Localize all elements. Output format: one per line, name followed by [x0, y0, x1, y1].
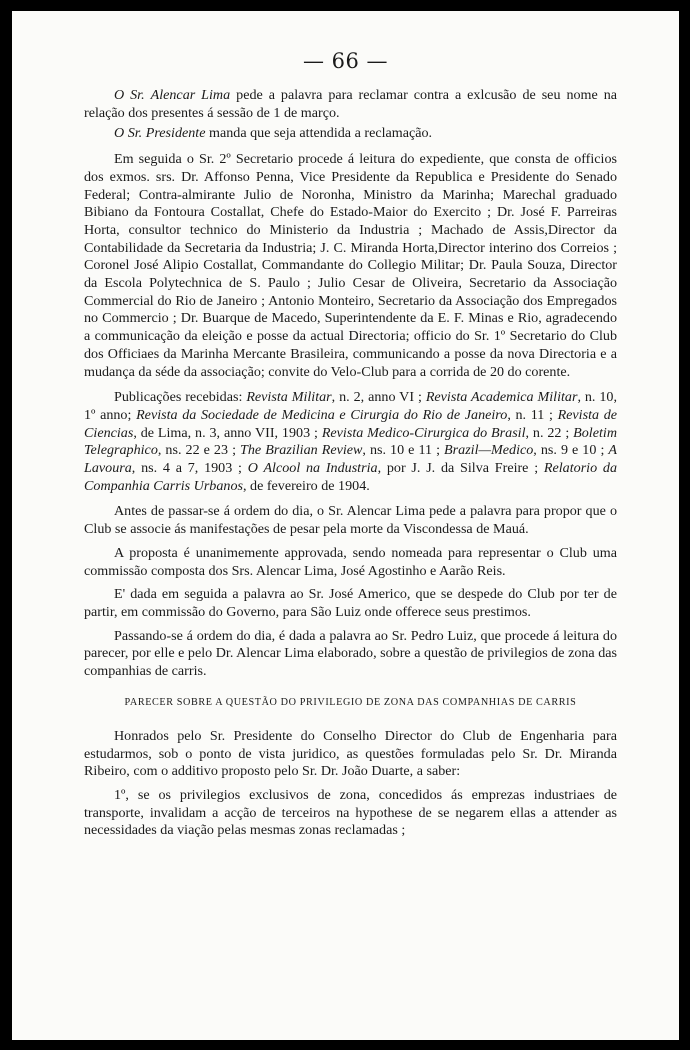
section-heading: PARECER SOBRE A QUESTÃO DO PRIVILEGIO DE ZONA DAS COMPANHIAS DE CARRIS: [124, 696, 577, 708]
paragraph-reclamation: [84, 87, 617, 122]
paragraph-publications: [84, 389, 617, 495]
document-body: [84, 87, 617, 848]
paragraph-farewell: E' dada em seguida a palavra ao Sr. José Americo, que se despede do Club por ter de partir, em commissão do Governo, para São Luiz onde offerece seus prestimos.: [84, 586, 617, 620]
publication-title: The Brazilian Review: [240, 442, 363, 459]
publication-detail: , por J. J. da Silva Freire ;: [377, 460, 539, 477]
publication-detail: , n. 22 ;: [525, 424, 570, 441]
document-page: [12, 11, 679, 1040]
paragraph-order-of-day: Passando-se á ordem do dia, é dada a palavra ao Sr. Pedro Luiz, que procede á leitura do parecer, por elle e pelo Dr. Alencar Lima elaborado, sobre a questão de privilegios de zona das companhias de carris.: [84, 627, 617, 680]
speaker-name: Alencar Lima: [150, 87, 231, 103]
publication-detail: , ns. 9 e 10 ;: [533, 442, 605, 459]
publication-title: Revista Militar: [246, 389, 332, 406]
publication-detail: , de Lima, n. 3, anno VII, 1903 ;: [133, 424, 318, 441]
speaker-prefix: O Sr.: [114, 87, 145, 103]
publication-title: O Alcool na Industria: [247, 460, 378, 477]
publication-detail: , de fevereiro de 1904.: [242, 477, 370, 494]
publication-title: Boletim Telegraphico: [84, 424, 617, 459]
paragraph-parecer-intro: Honrados pelo Sr. Presidente do Conselho Director do Club de Engenharia para estudarmos, sob o ponto de vista juridico, as questões formuladas pelo Sr. Dr. Miranda Ribeiro, com o additivo proposto pelo Sr. Dr. João Duarte, a saber:: [84, 727, 617, 780]
paragraph-commission: A proposta é unanimemente approvada, sendo nomeada para representar o Club uma commissão composta dos Srs. Alencar Lima, José Agostinho e Aarão Reis.: [84, 544, 617, 579]
publication-title: Revista da Sociedade de Medicina e Cirurgia do Rio de Janeiro: [136, 406, 508, 423]
publication-title: Revista Medico-Cirurgica do Brasil: [321, 424, 526, 441]
paragraph-text: pede a palavra para reclamar contra a exlcusão de seu nome na relação dos presentes á sessão de 1 de março.: [84, 87, 618, 121]
publication-detail: , n. 2, anno VI ;: [331, 389, 422, 406]
paragraph-expediente: Em seguida o Sr. 2º Secretario procede á leitura do expediente, que consta de officios dos exmos. srs. Dr. Affonso Penna, Vice Presidente da Republica e Presidente do Senado Federal; Contra-almirante Julio de Noronha, Ministro da Marinha; Marechal graduado Bibiano da Fontoura Costallat, Chefe do Estado-Maior do Exercito ; Dr. José F. Parreiras Horta, consultor technico do Ministerio da Industria ; Machado de Assis,Director da Contabilidade da Secretaria da Industria; J. C. Miranda Horta,Director interino dos Correios ; Coronel José Alipio Costallat, Commandante do Collegio Militar; Dr. Paula Souza, Director da Escola Polytechnica de S. Paulo ; Julio Cesar de Oliveira, Secretario da Associação Commercial do Rio de Janeiro ; Antonio Monteiro, Secretario da Associação dos Empregados no Commercio ; Dr. Buarque de Macedo, Superintendente da E. F. Minas e Rio, agradecendo a communicação da eleição e posse da actual Directoria; officio do Sr. 1º Secretario do Club dos Officiaes da Marinha Mercante Brasileira, communicando a posse da nova Directoria e a mudança da séde da associação; convite do Velo-Club para a corrida de 20 do corente.: [84, 151, 617, 380]
publication-title: A Lavoura: [84, 442, 618, 477]
publications-label: Publicações recebidas:: [114, 389, 243, 406]
publication-detail: , ns. 22 e 23 ;: [157, 442, 236, 459]
publication-detail: , ns. 4 a 7, 1903 ;: [131, 460, 242, 477]
paragraph-condolences: Antes de passar-se á ordem do dia, o Sr. Alencar Lima pede a palavra para propor que o Club se associe ás manifestações de pesar pela morte da Viscondessa de Mauá.: [84, 503, 617, 538]
publication-detail: , ns. 10 e 11 ;: [362, 442, 440, 459]
speaker-name: Presidente: [145, 125, 206, 142]
paragraph-president: [84, 125, 617, 143]
publication-title: Revista Academica Militar: [425, 389, 578, 406]
publication-detail: , n. 11 ;: [507, 406, 553, 423]
publication-detail: , n. 10, 1º anno;: [84, 389, 617, 423]
speaker-prefix: O Sr.: [114, 125, 143, 142]
paragraph-text: manda que seja attendida a reclamação.: [209, 125, 433, 142]
page-number: — 66 —: [302, 49, 389, 73]
publication-title: Revista de Ciencias: [84, 406, 618, 441]
publication-title: Relatorio da Companhia Carris Urbanos: [84, 460, 618, 494]
paragraph-question-1: 1º, se os privilegios exclusivos de zona, concedidos ás emprezas industriaes de transporte, invalidam a acção de terceiros na hypothese de se negarem ellas a attender as necessidades da viação pelas mesmas zonas reclamadas ;: [84, 786, 617, 839]
publication-title: Brazil—Medico: [444, 442, 534, 459]
